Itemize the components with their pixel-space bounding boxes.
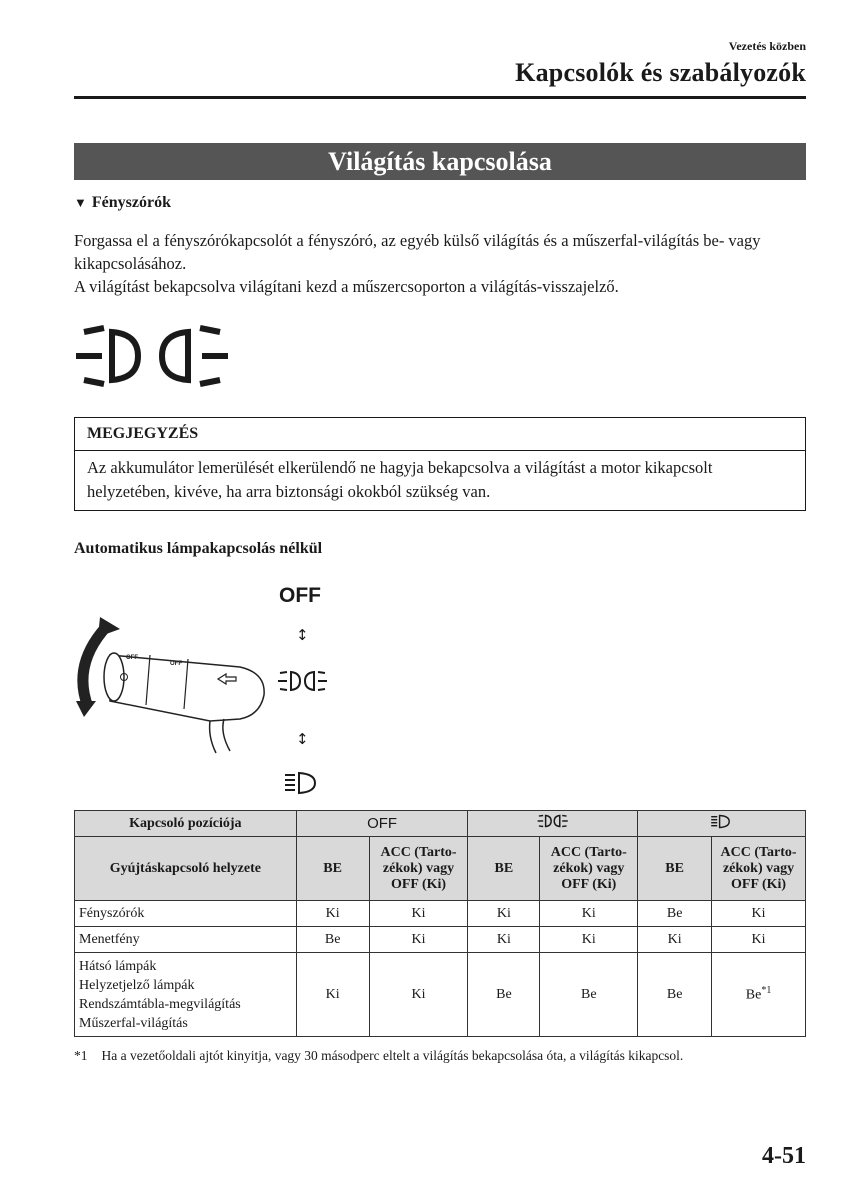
table-row	[75, 953, 806, 1037]
note-box	[74, 417, 806, 511]
table-header-cell: BE	[296, 837, 369, 901]
page-banner: Világítás kapcsolása	[74, 143, 806, 180]
header-rule	[74, 96, 806, 99]
stalk-off-label: OFF	[126, 655, 138, 661]
section-title: Kapcsolók és szabályozók	[515, 58, 806, 87]
table-header-cell: ACC (Tarto- zékok) vagy OFF (Ki)	[712, 837, 806, 901]
table-cell: Be	[468, 953, 540, 1037]
note-text: Az akkumulátor lemerülését elkerülendő ne hagyja bekapcsolva a világítást a motor kikapcsolt helyzetében, kivéve, ha arra biztonsági okokból szükség van.	[87, 458, 713, 501]
triangle-bullet-icon: ▼	[74, 195, 87, 210]
table-cell: Ki	[468, 901, 540, 927]
paragraph: A világítást bekapcsolva világítani kezd a műszercsoporton a világítás-visszajelző.	[74, 277, 619, 296]
subheading	[74, 194, 171, 212]
table-cell: Ki	[540, 901, 638, 927]
footnote-text: Ha a vezetőoldali ajtót kinyitja, vagy 30 másodperc eltelt a világítás bekapcsolása óta, a világítás kikapcsol.	[101, 1048, 684, 1063]
table-header-cell: BE	[638, 837, 712, 901]
table-cell: Ki	[712, 927, 806, 953]
table-row-label: Hátsó lámpák Helyzetjelző lámpák Rendszámtábla-megvilágítás Műszerfal-világítás	[75, 953, 297, 1037]
table-header-cell	[468, 811, 638, 837]
subsection-title: Automatikus lámpakapcsolás nélkül	[74, 540, 323, 557]
page-number: 4-51	[762, 1143, 806, 1169]
headlight-icon	[283, 771, 323, 795]
table-cell: Ki	[468, 927, 540, 953]
footnote	[74, 1048, 683, 1064]
table-header-cell	[638, 811, 806, 837]
subheading-text: Fényszórók	[91, 194, 171, 211]
table-cell: Ki	[712, 901, 806, 927]
switch-position-table	[74, 810, 806, 1037]
table-header-cell: BE	[468, 837, 540, 901]
table-cell: Be	[540, 953, 638, 1037]
table-header-cell: Gyújtáskapcsoló helyzete	[75, 837, 297, 901]
table-row-label: Fényszórók	[75, 901, 297, 927]
chapter-title: Vezetés közben	[728, 39, 806, 53]
table-header-cell: ACC (Tarto- zékok) vagy OFF (Ki)	[540, 837, 638, 901]
up-down-arrow-icon: ↕	[296, 730, 309, 748]
table-header-cell: ACC (Tarto- zékok) vagy OFF (Ki)	[369, 837, 468, 901]
table-cell: Be	[638, 901, 712, 927]
table-row-label: Menetfény	[75, 927, 297, 953]
table-cell: Be$^{*1}$	[712, 953, 806, 1037]
parking-lamp-icon	[278, 668, 328, 694]
table-cell: Be	[296, 927, 369, 953]
light-indicator-icon	[72, 320, 232, 392]
paragraph: Forgassa el a fényszórókapcsolót a fényszóró, az egyéb külső világítás és a műszerfal-világítás be- vagy kikapcsolásához.	[74, 231, 761, 273]
table-row	[75, 927, 806, 953]
table-cell: Ki	[369, 953, 468, 1037]
table-cell: Ki	[638, 927, 712, 953]
table-row	[75, 811, 806, 837]
parking-lamp-icon	[536, 813, 570, 829]
footnote-mark: *1	[74, 1048, 88, 1063]
table-header-cell: Kapcsoló pozíciója	[75, 811, 297, 837]
footnote-reference: *1	[761, 985, 772, 997]
table-row	[75, 901, 806, 927]
table-header-cell: OFF	[296, 811, 468, 837]
table-cell: Ki	[540, 927, 638, 953]
stalk-off-label: OFF	[170, 661, 182, 667]
headlight-switch-illustration	[70, 615, 280, 755]
off-position-label: OFF	[279, 584, 321, 607]
table-row	[75, 837, 806, 901]
table-cell: Be	[638, 953, 712, 1037]
table-cell: Ki	[369, 901, 468, 927]
table-cell: Ki	[296, 953, 369, 1037]
table-cell: Ki	[296, 901, 369, 927]
headlight-icon	[710, 814, 734, 829]
body-text	[74, 229, 809, 298]
note-title: MEGJEGYZÉS	[75, 418, 805, 451]
up-down-arrow-icon: ↕	[296, 626, 309, 644]
table-cell: Ki	[369, 927, 468, 953]
